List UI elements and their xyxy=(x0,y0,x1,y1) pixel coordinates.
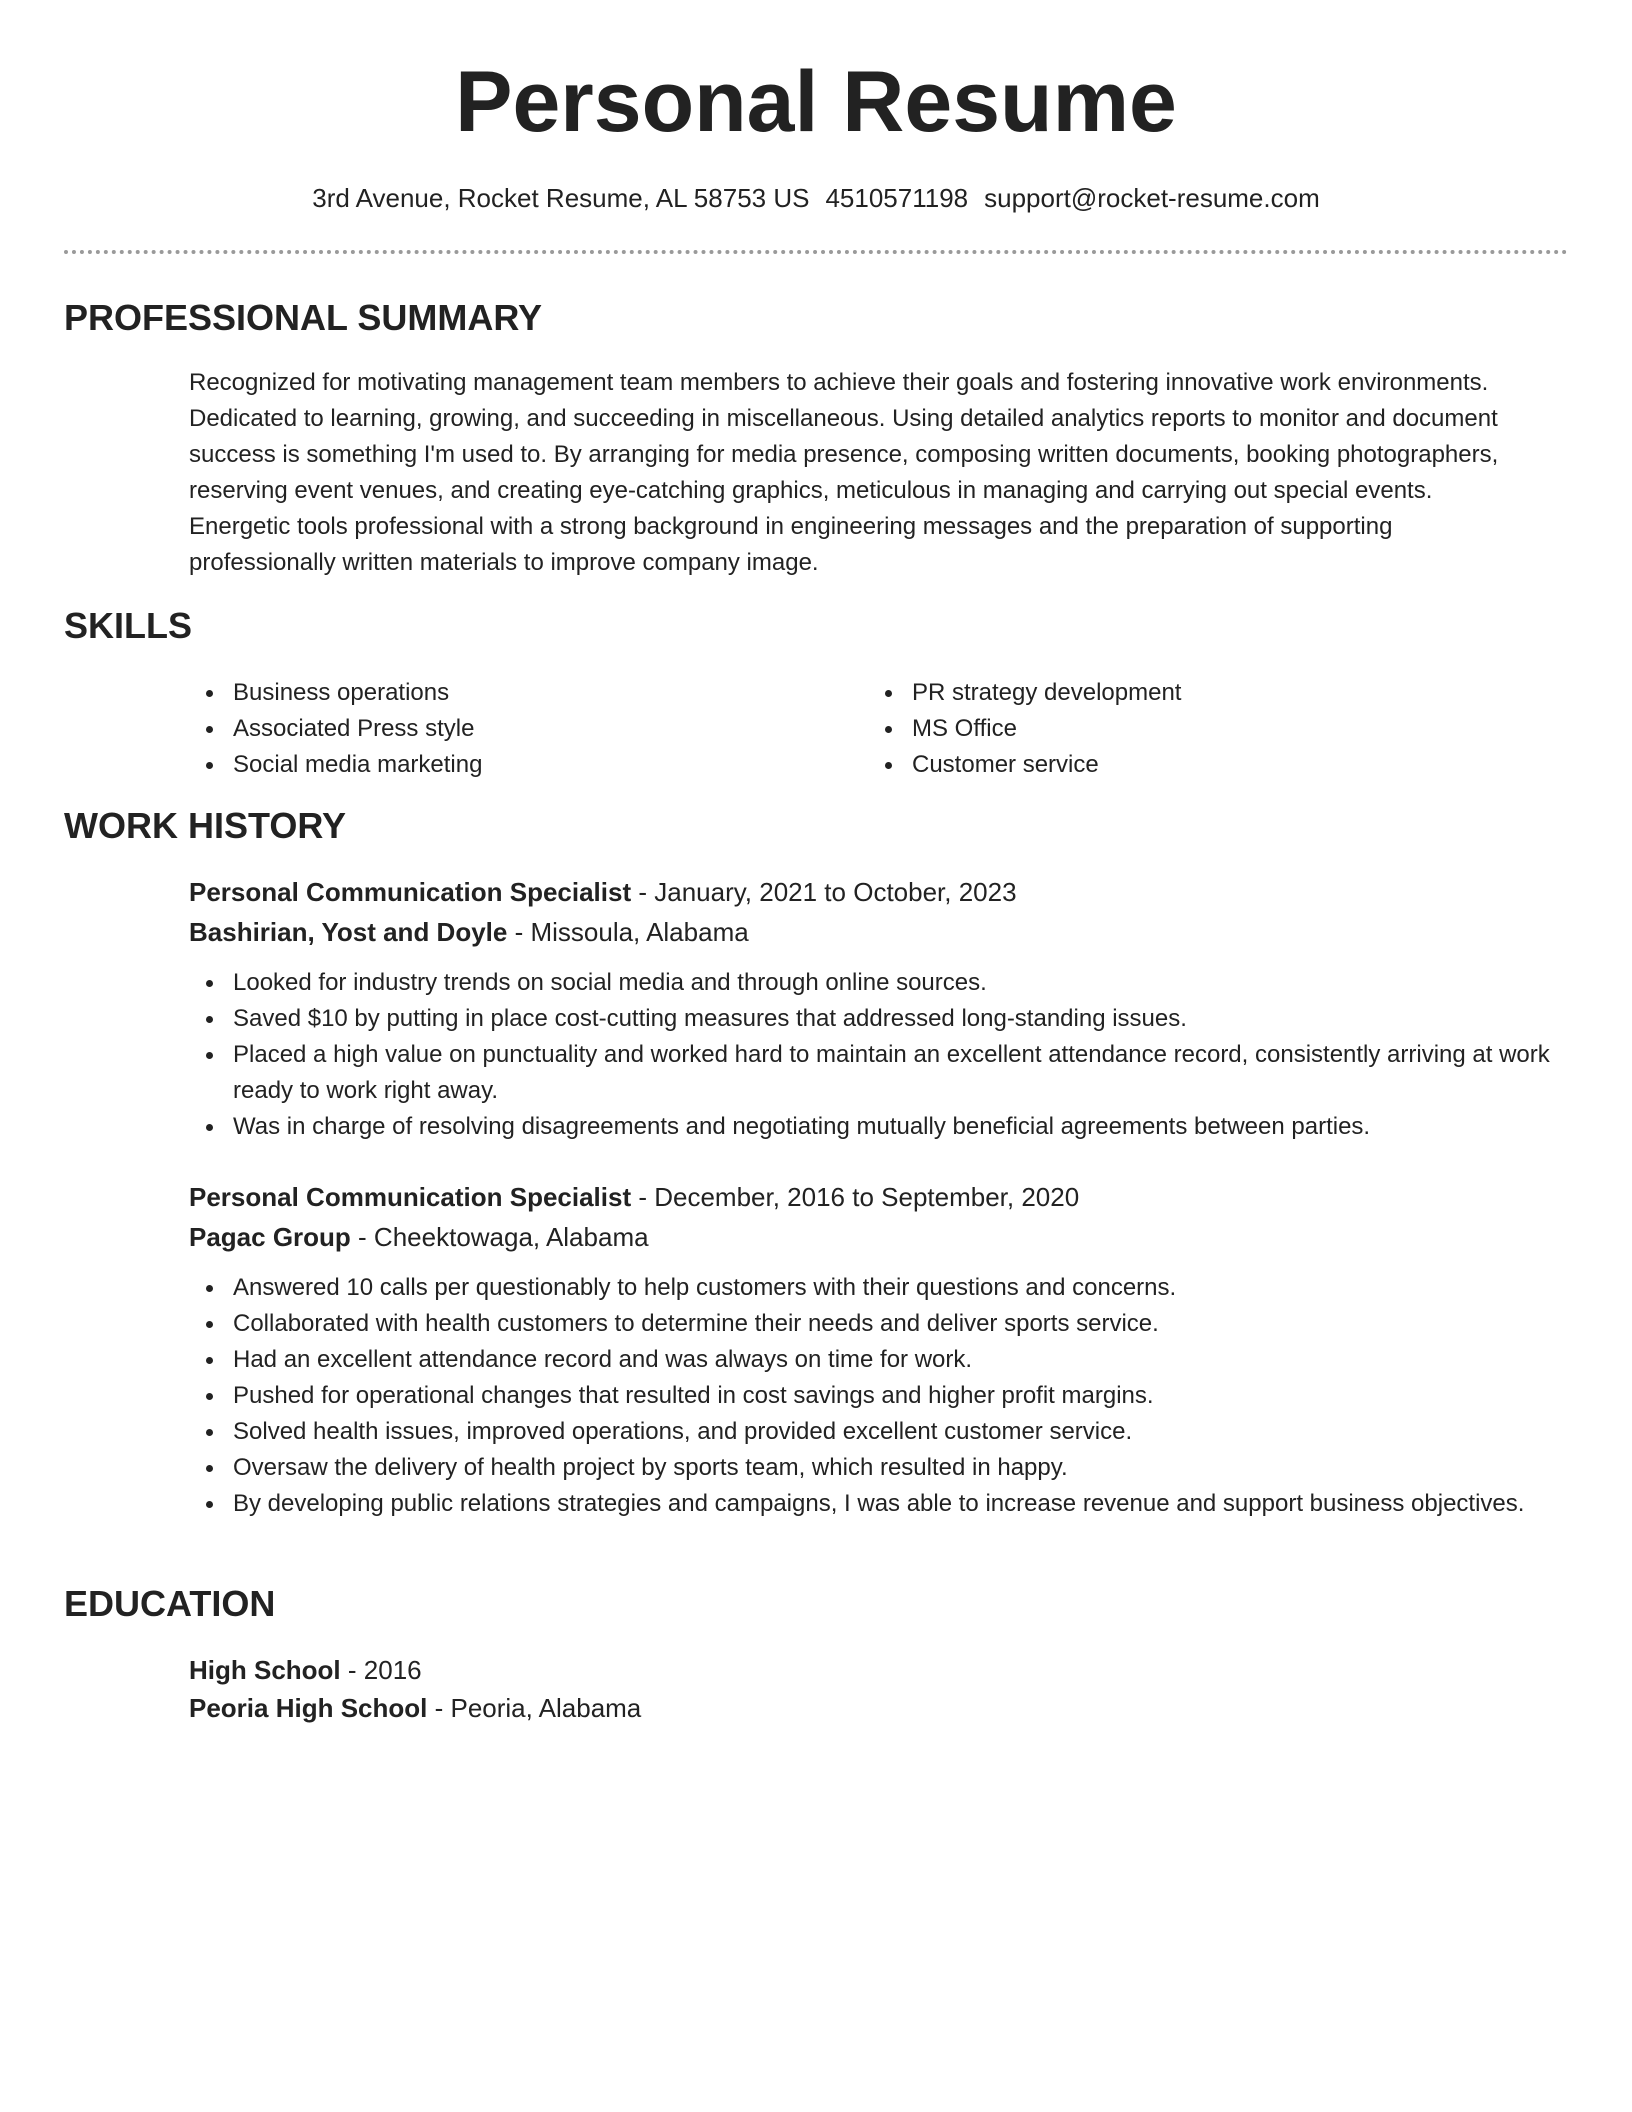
summary-line: reserving event venues, and creating eye-catching graphics, meticulous in managing and carrying out special events. xyxy=(189,477,1433,504)
job-bullet: Solved health issues, improved operations, and provided excellent customer service. xyxy=(189,1414,1569,1450)
job-company: Pagac Group xyxy=(189,1222,351,1252)
education-location: - Peoria, Alabama xyxy=(427,1693,642,1723)
skill-item: Business operations xyxy=(189,675,829,711)
job-bullet: Saved $10 by putting in place cost-cutting measures that addressed long-standing issues. xyxy=(189,1001,1569,1037)
job-dates: - January, 2021 to October, 2023 xyxy=(631,877,1017,907)
job-company-line xyxy=(189,1219,649,1255)
education-year: - 2016 xyxy=(340,1655,422,1685)
job-bullets xyxy=(189,1270,1569,1522)
skill-item: MS Office xyxy=(868,711,1508,747)
job-bullet: Looked for industry trends on social media and through online sources. xyxy=(189,965,1569,1001)
job-title: Personal Communication Specialist xyxy=(189,877,632,907)
job-bullet: Pushed for operational changes that resulted in cost savings and higher profit margins. xyxy=(189,1378,1569,1414)
education-school: Peoria High School xyxy=(189,1693,428,1723)
job-title-line xyxy=(189,874,1017,910)
education-heading: EDUCATION xyxy=(64,1583,276,1624)
job-dates: - December, 2016 to September, 2020 xyxy=(631,1182,1080,1212)
job-bullet: Oversaw the delivery of health project by sports team, which resulted in happy. xyxy=(189,1450,1569,1486)
summary-line: Recognized for motivating management team members to achieve their goals and fostering innovative work environments. xyxy=(189,369,1489,396)
work-heading: WORK HISTORY xyxy=(64,805,347,846)
summary-heading: PROFESSIONAL SUMMARY xyxy=(64,297,543,338)
resume-title: Personal Resume xyxy=(455,54,1177,150)
job-bullet: Had an excellent attendance record and was always on time for work. xyxy=(189,1342,1569,1378)
job-bullet: Answered 10 calls per questionably to help customers with their questions and concerns. xyxy=(189,1270,1569,1306)
skill-item: Associated Press style xyxy=(189,711,829,747)
summary-line: Energetic tools professional with a strong background in engineering messages and the preparation of supporting xyxy=(189,513,1393,540)
contact-phone: 4510571198 xyxy=(825,183,969,213)
summary-line: professionally written materials to improve company image. xyxy=(189,549,819,576)
contact-email: support@rocket-resume.com xyxy=(984,183,1320,213)
skill-item: Customer service xyxy=(868,747,1508,783)
education-degree: High School xyxy=(189,1655,341,1685)
job-title-line xyxy=(189,1179,1079,1215)
education-school-line xyxy=(189,1690,641,1726)
job-bullet: Collaborated with health customers to determine their needs and deliver sports service. xyxy=(189,1306,1569,1342)
job-location: - Missoula, Alabama xyxy=(507,917,749,947)
summary-line: Dedicated to learning, growing, and succeeding in miscellaneous. Using detailed analytics reports to monitor and document xyxy=(189,405,1498,432)
skills-list-right xyxy=(868,675,1508,783)
job-bullet: Was in charge of resolving disagreements and negotiating mutually beneficial agreements between parties. xyxy=(189,1109,1569,1145)
contact-address: 3rd Avenue, Rocket Resume, AL 58753 US xyxy=(312,183,810,213)
job-company: Bashirian, Yost and Doyle xyxy=(189,917,508,947)
summary-text xyxy=(189,365,1559,581)
contact-line xyxy=(0,180,1632,216)
header-divider xyxy=(64,250,1568,254)
skills-heading: SKILLS xyxy=(64,605,193,646)
skill-item: Social media marketing xyxy=(189,747,829,783)
job-company-line xyxy=(189,914,749,950)
education-degree-line xyxy=(189,1652,422,1688)
summary-line: success is something I'm used to. By arranging for media presence, composing written documents, booking photographers, xyxy=(189,441,1499,468)
job-bullet: Placed a high value on punctuality and worked hard to maintain an excellent attendance record, consistently arriving at work ready to work right away. xyxy=(189,1037,1569,1109)
skill-item: PR strategy development xyxy=(868,675,1508,711)
job-bullet: By developing public relations strategies and campaigns, I was able to increase revenue and support business objectives. xyxy=(189,1486,1569,1522)
job-title: Personal Communication Specialist xyxy=(189,1182,632,1212)
job-location: - Cheektowaga, Alabama xyxy=(350,1222,649,1252)
skills-list-left xyxy=(189,675,829,783)
job-bullets xyxy=(189,965,1569,1145)
